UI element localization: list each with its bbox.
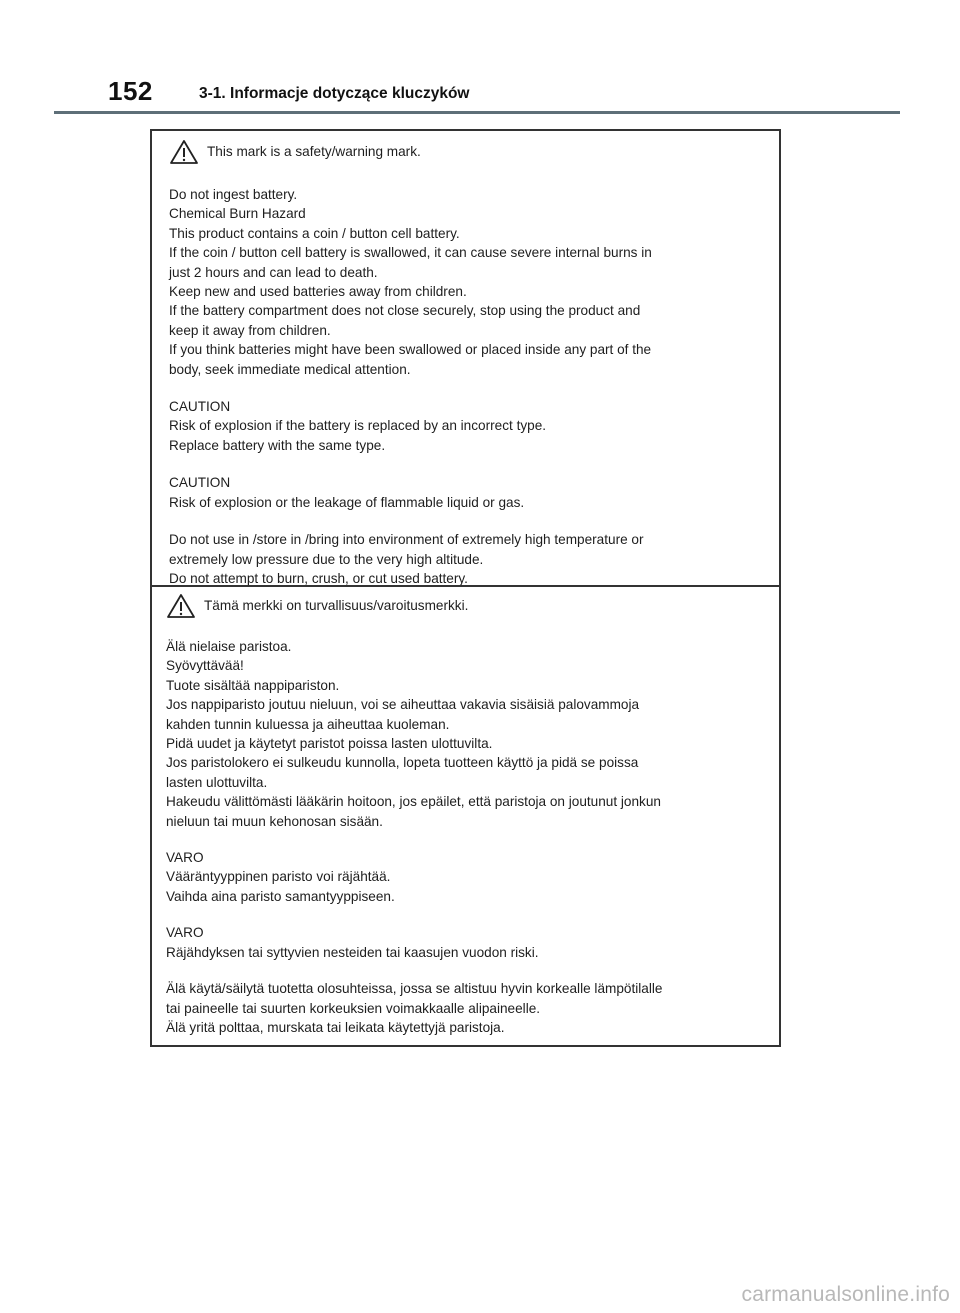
text-line: Vääräntyyppinen paristo voi räjähtää.: [166, 869, 391, 885]
warning-paragraph: [169, 473, 769, 512]
text-line: CAUTION: [169, 475, 231, 491]
warning-paragraphs: [166, 637, 769, 1037]
warning-box-english: [150, 129, 781, 587]
text-line: Räjähdyksen tai syttyvien nesteiden tai kaasujen vuodon riski.: [166, 944, 539, 960]
safety-mark-line: [169, 139, 769, 165]
page-header: [0, 0, 960, 120]
text-line: Do not attempt to burn, crush, or cut used battery.: [169, 570, 468, 586]
text-line: If the coin / button cell battery is swallowed, it can cause severe internal burns in: [169, 245, 652, 261]
text-line: CAUTION: [169, 399, 231, 415]
text-line: Pidä uudet ja käytetyt paristot poissa lasten ulottuvilta.: [166, 736, 493, 752]
text-line: Keep new and used batteries away from children.: [169, 284, 467, 300]
text-line: Älä yritä polttaa, murskata tai leikata käytettyjä paristoja.: [166, 1019, 505, 1035]
text-line: Replace battery with the same type.: [169, 437, 386, 453]
safety-mark-text: This mark is a safety/warning mark.: [207, 144, 421, 160]
watermark: carmanualsonline.info: [741, 1283, 950, 1306]
warning-paragraph: [169, 185, 769, 379]
text-line: Do not ingest battery.: [169, 187, 298, 202]
text-line: If the battery compartment does not close securely, stop using the product and: [169, 303, 641, 319]
section-title: 3-1. Informacje dotyczące kluczyków: [199, 85, 470, 102]
text-line: kahden tunnin kuluessa ja aiheuttaa kuoleman.: [166, 716, 450, 732]
text-line: VARO: [166, 850, 204, 866]
text-line: Tuote sisältää nappipariston.: [166, 677, 340, 693]
text-line: Risk of explosion or the leakage of flammable liquid or gas.: [169, 494, 525, 510]
text-line: just 2 hours and can lead to death.: [169, 264, 378, 280]
text-line: Chemical Burn Hazard: [169, 206, 306, 222]
text-line: tai paineelle tai suurten korkeuksien voimakkaalle alipaineelle.: [166, 1000, 541, 1016]
text-line: This product contains a coin / button cell battery.: [169, 225, 460, 241]
warning-triangle-icon: [166, 593, 196, 619]
warning-paragraph: [169, 530, 769, 588]
page-number: 152: [108, 76, 153, 106]
text-line: Hakeudu välittömästi lääkärin hoitoon, jos epäilet, että paristoja on joutunut jonkun: [166, 794, 661, 810]
warning-triangle-icon: [169, 139, 199, 165]
warning-paragraph: [166, 637, 769, 831]
warning-paragraph: [166, 923, 769, 962]
text-line: nieluun tai muun kehonosan sisään.: [166, 813, 383, 829]
text-line: If you think batteries might have been swallowed or placed inside any part of the: [169, 342, 652, 358]
text-line: Jos nappiparisto joutuu nieluun, voi se aiheuttaa vakavia sisäisiä palovammoja: [166, 697, 640, 713]
text-line: lasten ulottuvilta.: [166, 774, 268, 790]
safety-mark-line: [166, 593, 769, 619]
warning-box-finnish: [150, 585, 781, 1047]
text-line: extremely low pressure due to the very high altitude.: [169, 551, 484, 567]
text-line: Älä nielaise paristoa.: [166, 639, 292, 654]
warning-paragraph: [166, 979, 769, 1037]
text-line: Jos paristolokero ei sulkeudu kunnolla, lopeta tuotteen käyttö ja pidä se poissa: [166, 755, 639, 771]
text-line: Syövyttävää!: [166, 658, 244, 674]
text-line: Älä käytä/säilytä tuotetta olosuhteissa, jossa se altistuu hyvin korkealle lämpötilalle: [166, 981, 663, 997]
warning-paragraph: [169, 397, 769, 455]
text-line: body, seek immediate medical attention.: [169, 361, 411, 377]
text-line: Risk of explosion if the battery is replaced by an incorrect type.: [169, 418, 547, 434]
warning-paragraphs: [169, 185, 769, 588]
text-line: VARO: [166, 925, 204, 941]
safety-mark-text: Tämä merkki on turvallisuus/varoitusmerkki.: [204, 598, 469, 614]
text-line: Vaihda aina paristo samantyyppiseen.: [166, 888, 395, 904]
warning-paragraph: [166, 848, 769, 906]
header-divider: [54, 111, 900, 114]
text-line: keep it away from children.: [169, 322, 331, 338]
text-line: Do not use in /store in /bring into environment of extremely high temperature or: [169, 532, 644, 548]
